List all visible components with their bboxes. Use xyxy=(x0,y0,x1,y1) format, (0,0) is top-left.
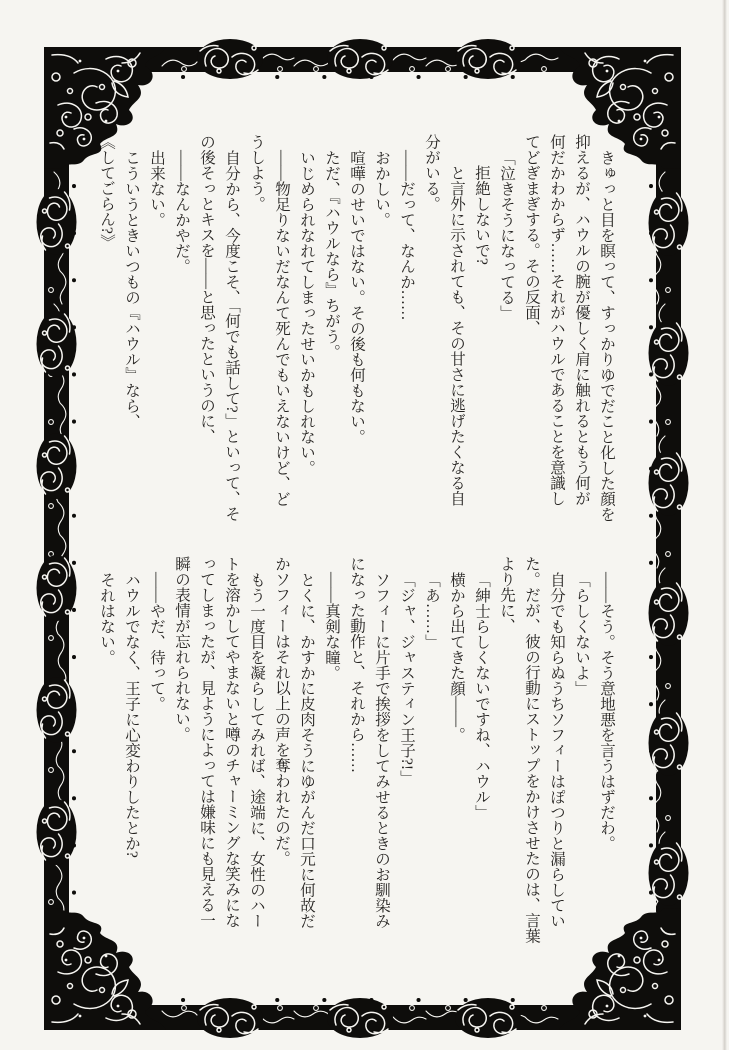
text-column: の後そっとキスを――と思ったというのに、 xyxy=(198,134,215,444)
page-edge-shadow xyxy=(722,0,727,1050)
text-column: 「泣きそうになってる」 xyxy=(498,149,515,320)
text-column: より先に、 xyxy=(498,556,515,634)
text-column: とくに、かすかに皮肉そうにゆがんだ口元に何故だ xyxy=(298,571,315,928)
text-column: た。だが、彼の行動にストップをかけさせたのは、言葉 xyxy=(523,556,540,944)
text-column: ――だって、なんか…… xyxy=(398,149,415,320)
text-column: 横から出てきた顔――。 xyxy=(448,571,465,742)
text-column: 「紳士らしくないですね、ハウル」 xyxy=(473,571,490,820)
text-column: 「らしくないよ」 xyxy=(573,571,590,696)
text-column: 喧嘩のせいではない。その後も何もない。 xyxy=(348,149,365,444)
text-column: トを溶かしてやまないと噂のチャーミングな笑みにな xyxy=(223,556,240,928)
text-column: 抑えるが、ハウルの腕が優しく肩に触れるともう何が xyxy=(573,134,590,506)
text-column: かソフィーはそれ以上の声を奪われたのだ。 xyxy=(273,556,290,866)
text-column: ――物足りないだなんて死んでもいえないけど、ど xyxy=(273,149,290,506)
text-column: うしよう。 xyxy=(248,134,265,212)
text-block-top xyxy=(92,134,619,534)
text-column: 瞬の表情が忘れられない。 xyxy=(173,556,190,742)
text-column: 自分でも知らぬうちソフィーはぽつりと漏らしてい xyxy=(548,571,565,928)
text-column: 「ジャ、ジャスティン王子?!」 xyxy=(398,571,415,786)
text-column: ――真剣な瞳。 xyxy=(323,571,340,680)
text-column: になった動作と、それから…… xyxy=(348,556,365,773)
text-column: 《してごらん?》 xyxy=(98,134,115,250)
text-column: 自分から、今度こそ、「何でも話して?」といって、そ xyxy=(223,149,240,521)
text-column: ――やだ、待って。 xyxy=(148,571,165,711)
text-column: てどぎまぎする。その反面、 xyxy=(523,134,540,336)
text-column: ――なんかやだ。 xyxy=(173,149,190,274)
text-column: ソフィーに片手で挨拶をしてみせるときのお馴染み xyxy=(373,571,390,928)
text-column: 拒絶しないで? xyxy=(473,165,490,265)
text-column: おかしい。 xyxy=(373,149,390,227)
text-column: 分がいる。 xyxy=(423,134,440,212)
text-block-bottom xyxy=(92,556,619,956)
text-column: こういうときいつもの『ハウル』なら、 xyxy=(123,149,140,429)
text-column: 何だかわからず……それがハウルであることを意識し xyxy=(548,134,565,506)
text-column: ハウルでなく、王子に心変わりしたとか? xyxy=(123,571,140,858)
text-column: 出来ない。 xyxy=(148,149,165,227)
text-column: いじめられなれてしまったせいかもしれない。 xyxy=(298,149,315,475)
text-column: きゅっと目を瞑って、すっかりゆでだこと化した顔を xyxy=(598,149,615,522)
text-column: それはない。 xyxy=(98,571,115,665)
text-column: ってしまったが、見ようによっては嫌味にも見える一 xyxy=(198,556,215,928)
text-column: 「あ……」 xyxy=(423,571,440,649)
text-column: ――そう。そう意地悪を言うはずだわ。 xyxy=(598,571,615,851)
text-column: ただ、『ハウルなら』ちがう。 xyxy=(323,149,340,359)
text-column: もう一度目を凝らしてみれば、途端に、女性のハー xyxy=(248,571,265,928)
text-column: と言外に示されても、その甘さに逃げたくなる自 xyxy=(448,165,465,506)
